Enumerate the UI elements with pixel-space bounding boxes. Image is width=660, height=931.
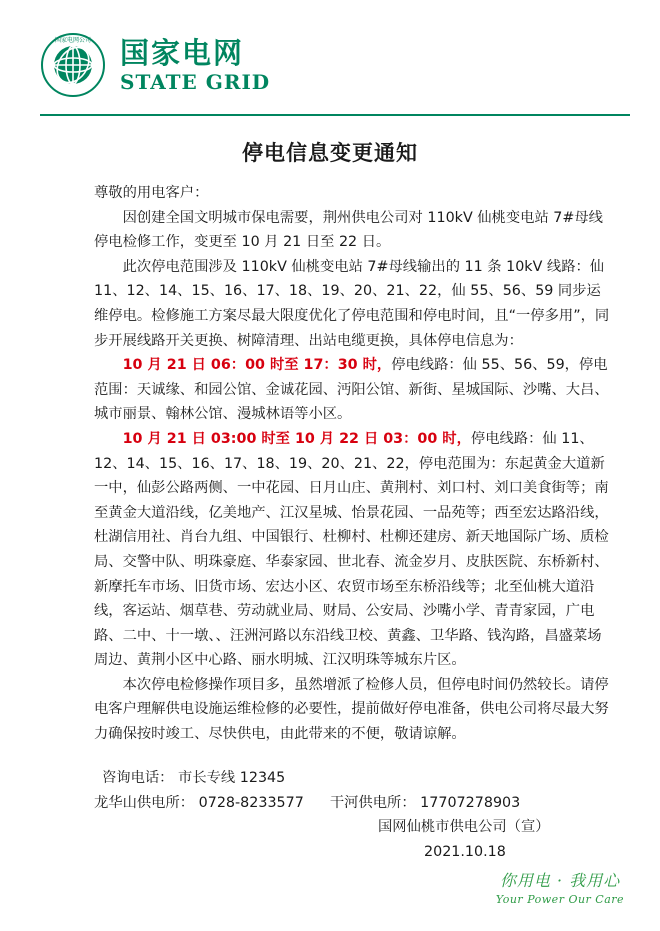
emblem-text-cn: 国家电网公司 bbox=[54, 37, 92, 44]
header-divider bbox=[40, 114, 630, 116]
paragraph-4 bbox=[94, 427, 614, 673]
letterhead bbox=[40, 30, 270, 100]
outage-detail-2: 停电线路：仙 11、12、14、15、16、17、18、19、20、21、22，停电范围为：东起黄金大道新一中，仙彭公路两侧、一中花园、日月山庄、黄荆村、刘口村、刘口美食街等；南至黄金大道沿线，亿美地产、江汉星城、怡景花园、一品苑等；西至宏达路沿线，杜湖信用社、肖台九组、中国银行、杜柳村、杜柳还建房、新天地国际广场、质检局、交警中队、明珠豪庭、华泰家园、世北春、流金岁月、皮肤医院、东桥新村、新摩托车市场、旧货市场、宏达小区、农贸市场至东桥沿线等；北至仙桃大道沿线，客运站、烟草巷、劳动就业局、财局、公安局、沙嘴小学、青青家园，广电路、二中、十一墩、、汪洲河路以东沿线卫校、黄鑫、卫华路、钱沟路，昌盛菜场周边、黄荆小区中心路、丽水明城、江汉明珠等城东片区。 bbox=[94, 430, 609, 669]
state-grid-emblem-icon bbox=[40, 32, 106, 98]
contact-block bbox=[94, 766, 614, 864]
station-phones bbox=[94, 791, 614, 816]
paragraph-5: 本次停电检修操作项目多，虽然增派了检修人员，但停电时间仍然较长。请停电客户理解供电设施运维检修的必要性，提前做好停电准备，供电公司将尽最大努力确保按时竣工、尽快供电，由此带来的不便，敬请谅解。 bbox=[94, 676, 609, 743]
paragraph-3 bbox=[94, 353, 614, 427]
paragraph-2: 此次停电范围涉及 110kV 仙桃变电站 7#母线输出的 11 条 10kV 线路：仙 11、12、14、15、16、17、18、19、20、21、22，仙 55、56、59 同步运维停电。检修施工方案尽最大限度优化了停电范围和停电时间，且“一停多用”，同步开展线路开关更换、树障清理、出站电缆更换，具体停电信息为： bbox=[94, 258, 610, 349]
brand-name-cn: 国家电网 bbox=[120, 36, 245, 70]
signature: 国网仙桃市供电公司（宣） bbox=[378, 819, 550, 836]
slogan bbox=[490, 868, 630, 906]
outage-time-2: 10 月 21 日 03:00 时至 10 月 22 日 03：00 时， bbox=[122, 430, 471, 447]
outage-time-1: 10 月 21 日 06：00 时至 17：30 时， bbox=[122, 357, 392, 374]
salutation: 尊敬的用电客户： bbox=[94, 185, 209, 201]
ganhe-phone: 干河供电所： 17707278903 bbox=[329, 794, 521, 811]
notice-title: 停电信息变更通知 bbox=[242, 141, 418, 165]
longhuashan-phone: 龙华山供电所： 0728-8233577 bbox=[94, 794, 304, 811]
brand-name-en: STATE GRID bbox=[120, 70, 271, 94]
hotline: 咨询电话： 市长专线 12345 bbox=[102, 770, 286, 786]
paragraph-1: 因创建全国文明城市保电需要，荆州供电公司对 110kV 仙桃变电站 7#母线停电检修工作，变更至 10 月 21 日至 22 日。 bbox=[94, 209, 603, 251]
brand-block bbox=[120, 36, 270, 94]
slogan-cn: 你用电 · 我用心 bbox=[499, 871, 621, 890]
notice-date: 2021.10.18 bbox=[424, 843, 506, 860]
slogan-en: Your Power Our Care bbox=[495, 893, 625, 906]
notice-body bbox=[94, 181, 614, 747]
outage-detail-1: 停电线路：仙 55、56、59，停电范围：天诚缘、和园公馆、金诚花园、沔阳公馆、新街、星城国际、沙嘴、大吕、城市丽景、翰林公馆、漫城林语等小区。 bbox=[94, 357, 609, 423]
